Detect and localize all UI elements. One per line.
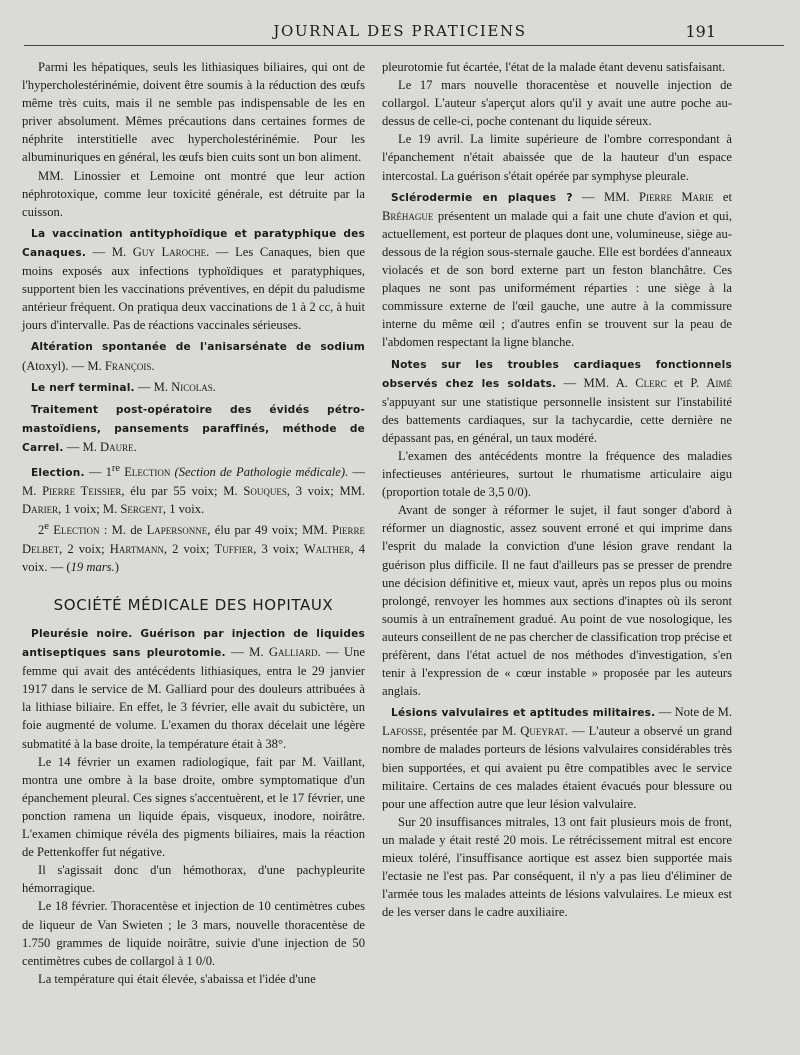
abstract-nerf: Le nerf terminal. — M. Nicolas.	[31, 379, 216, 394]
left-column	[22, 58, 365, 988]
paragraph: MM. Linossier et Lemoine ont montré que leur action néphrotoxique, comme leur toxicité générale, est détruite par la cuisson.	[22, 168, 365, 219]
paragraph: Le 14 février un examen radiologique, fait par M. Vaillant, montra une ombre à la base droite, ombre symptomatique d'un épanchement pleural. Ces signes s'accentuèrent, et le 17 février, une ponction ramena un liquide épais, visqueux, inodore, noirâtre. L'examen chimique révéla des pigments biliaires, mais la réaction de Pettenkoffer fut négative.	[22, 754, 365, 860]
page-number: 191	[685, 22, 716, 41]
paragraph: L'examen des antécédents montre la fréquence des maladies infectieuses antérieures, surtout le rhumatisme articulaire aigu (proportion totale de 3,5 0/0).	[382, 448, 732, 500]
paragraph: Sur 20 insuffisances mitrales, 13 ont fait plusieurs mois de front, un malade y était resté 20 mois. Le rétrécissement mitral est encore mieux toléré, l'insuffisance aortique est assez bien supportée mais l'ectasie ne l'est pas. Par conséquent, il n'y a pas lieu d'éliminer de l'armée tous les malades atteints de lésions valvulaires. Le mieux est de les verser dans le cadre auxiliaire.	[382, 814, 732, 920]
abstract-sclerodermie: Sclérodermie en plaques ? — MM. Pierre Marie et Bréhague présentent un malade qui a fait une chute d'avion et qui, actuellement, est porteur de plaques dont une, volumineuse, siège au-dessous de la région sous-sternale gauche. Elle est bordées d'anneaux violacés et de son bord externe part un feston blanchâtre. Ces plaques ne sont pas uniformément réparties : une siège à la commissure externe de l'œil gauche, une autre à la commissure interne du même œil ; d'autres enfin se trouvent sur la peau de l'abdomen respectant la ligne blanche.	[382, 189, 732, 350]
abstract-traitement: Traitement post-opératoire des évidés pétro-mastoïdiens, pansements paraffinés, méthode de Carrel. — M. Daure.	[22, 403, 365, 454]
author-name: Galliard	[268, 645, 318, 660]
paragraph: Il s'agissait donc d'un hémothorax, d'une pachypleurite hémorragique.	[22, 863, 365, 896]
author-name: Daure	[100, 439, 134, 454]
abstract-troubles-cardiaques: Notes sur les troubles cardiaques fonctionnels observés chez les soldats. — MM. A. Clerc et P. Aimé s'appuyant sur une statistique personnelle insistent sur l'instabilité des battements cardiaques, sur la tachycardie, cette dernière ne dépassant pas, en général, un taux modéré.	[382, 358, 733, 445]
paragraph: Avant de songer à réformer le sujet, il faut songer d'abord à réformer un diagnostic, assez souvent erroné et qui imprime dans l'esprit du malade la conviction d'une lésion grave rendant la guérison plus difficile. Il ne faut d'ailleurs pas se presser de prendre une décision définitive et, mieux vaut, après un repos plus ou moins prolongé, renvoyer les hommes aux sections d'inaptes où ils seront soumis à un entraînement gradué. Au point de vue nosologique, les auteurs conseillent de ne pas chercher de classification trop précise et préfèrent, dans l'état actuel de nos méthodes d'investigation, s'en tenir à l'expression de « cœur instable » proposée par les auteurs anglais.	[382, 503, 732, 699]
author-name: Nicolas	[171, 379, 213, 394]
abstract-pleuresie: Pleurésie noire. Guérison par injection de liquides antiseptiques sans pleurotomie. — M. Galliard. — Une femme qui avait des antécédents lithiasiques, entra le 29 janvier 1917 dans le service de M. Galliard pour des douleurs attribuées à la lithiase biliaire. En effet, le 3 février, elle avait du subictère, un foie augmenté de volume. L'examen du thorax décelait une légère submatité à la base droite, la température était à 38°.	[22, 628, 365, 751]
election-second: 2e Election : M. de Lapersonne, élu par 49 voix; MM. Pierre Delbet, 2 voix; Hartmann, 2 voix; Tuffier, 3 voix; Walther, 4 voix. — (19 mars.)	[22, 521, 365, 574]
abstract-atoxyl: Altération spontanée de l'anisarsénate de sodium (Atoxyl). — M. François.	[22, 341, 365, 373]
running-title: JOURNAL DES PRATICIENS	[273, 22, 527, 40]
page-header	[0, 18, 800, 44]
author-name: François	[104, 358, 152, 373]
abstract-title: Altération spontanée de l'anisarsénate de sodium	[31, 341, 365, 354]
author-name: Guy Laroche	[132, 244, 207, 259]
abstract-title: Lésions valvulaires et aptitudes militaires.	[391, 707, 656, 720]
header-rule	[24, 45, 784, 46]
section-heading: SOCIÉTÉ MÉDICALE DES HOPITAUX	[53, 595, 334, 614]
election-first: Election. — 1re Election (Section de Pathologie médicale). — M. Pierre Teissier, élu par 55 voix; M. Souques, 3 voix; MM. Darier, 1 voix; M. Sergent, 1 voix.	[22, 462, 365, 517]
paragraph: Le 19 avril. La limite supérieure de l'ombre correspondant à l'épanchement n'était abaissée que de la hauteur d'un espace intercostal. La guérison s'était opérée par symphyse pleurale.	[382, 132, 732, 183]
paragraph: Parmi les hépatiques, seuls les lithiasiques biliaires, qui ont de l'hypercholestérinémie, doivent être soumis à la réduction des œufs même très cuits, mais il ne semble pas indispensable de les en priver absolument. Mêmes précautions dans certaines formes de néphrite interstitielle avec hypercholestérinémie. Pour les albuminuriques en général, les œufs bien cuits sont un bon aliment.	[22, 60, 365, 165]
paragraph: Le 18 février. Thoracentèse et injection de 10 centimètres cubes de liqueur de Van Swieten ; le 3 mars, nouvelle thoracentèse de 1.750 grammes de liquide noirâtre, suivie d'une injection de 50 centimètres cubes de collargol à 1 0/0.	[22, 899, 365, 968]
abstract-title: La vaccination antityphoïdique et paratyphique des Canaques.	[22, 227, 365, 259]
abstract-lesions-valvulaires: Lésions valvulaires et aptitudes militaires. — Note de M. Lafosse, présentée par M. Queyrat. — L'auteur a observé un grand nombre de malades porteurs de lésions valvulaires considérables très bien supportées, et qui avaient pu être compatibles avec le service militaire. Certains de ces malades étaient évacués pour blessure ou pour une affection autre que leur lésion valvulaire.	[382, 705, 732, 811]
abstract-title: Traitement post-opératoire des évidés pétro-mastoïdiens, pansements paraffinés, méthode de Carrel.	[22, 403, 365, 454]
right-column	[382, 58, 732, 921]
abstract-vaccination: La vaccination antityphoïdique et paratyphique des Canaques. — M. Guy Laroche. — Les Canaques, bien que moins exposés aux infections typhoïdiques et paratyphiques, supportent bien les vaccinations préventives, en dépit du paludisme antérieur fréquent. On pratiqua deux vaccinations de 1 à 2 cc, à huit jours d'intervalle. Pas de réactions vaccinales sérieuses.	[22, 227, 365, 333]
paragraph: La température qui était élevée, s'abaissa et l'idée d'une	[38, 971, 316, 986]
abstract-title: Sclérodermie en plaques ?	[391, 191, 573, 204]
abstract-title: Election.	[31, 467, 85, 480]
paragraph: pleurotomie fut écartée, l'état de la malade étant devenu satisfaisant.	[382, 60, 726, 74]
paragraph: Le 17 mars nouvelle thoracentèse et nouvelle injection de collargol. L'auteur s'aperçut alors qu'il y avait une autre poche au-dessus de celle-ci, poche contenant du liquide séreux.	[382, 78, 732, 129]
abstract-title: Notes sur les troubles cardiaques fonctionnels observés chez les soldats.	[382, 358, 732, 390]
abstract-title: Pleurésie noire. Guérison par injection de liquides antiseptiques sans pleurotomie.	[22, 628, 365, 660]
abstract-title: Le nerf terminal.	[31, 381, 135, 394]
